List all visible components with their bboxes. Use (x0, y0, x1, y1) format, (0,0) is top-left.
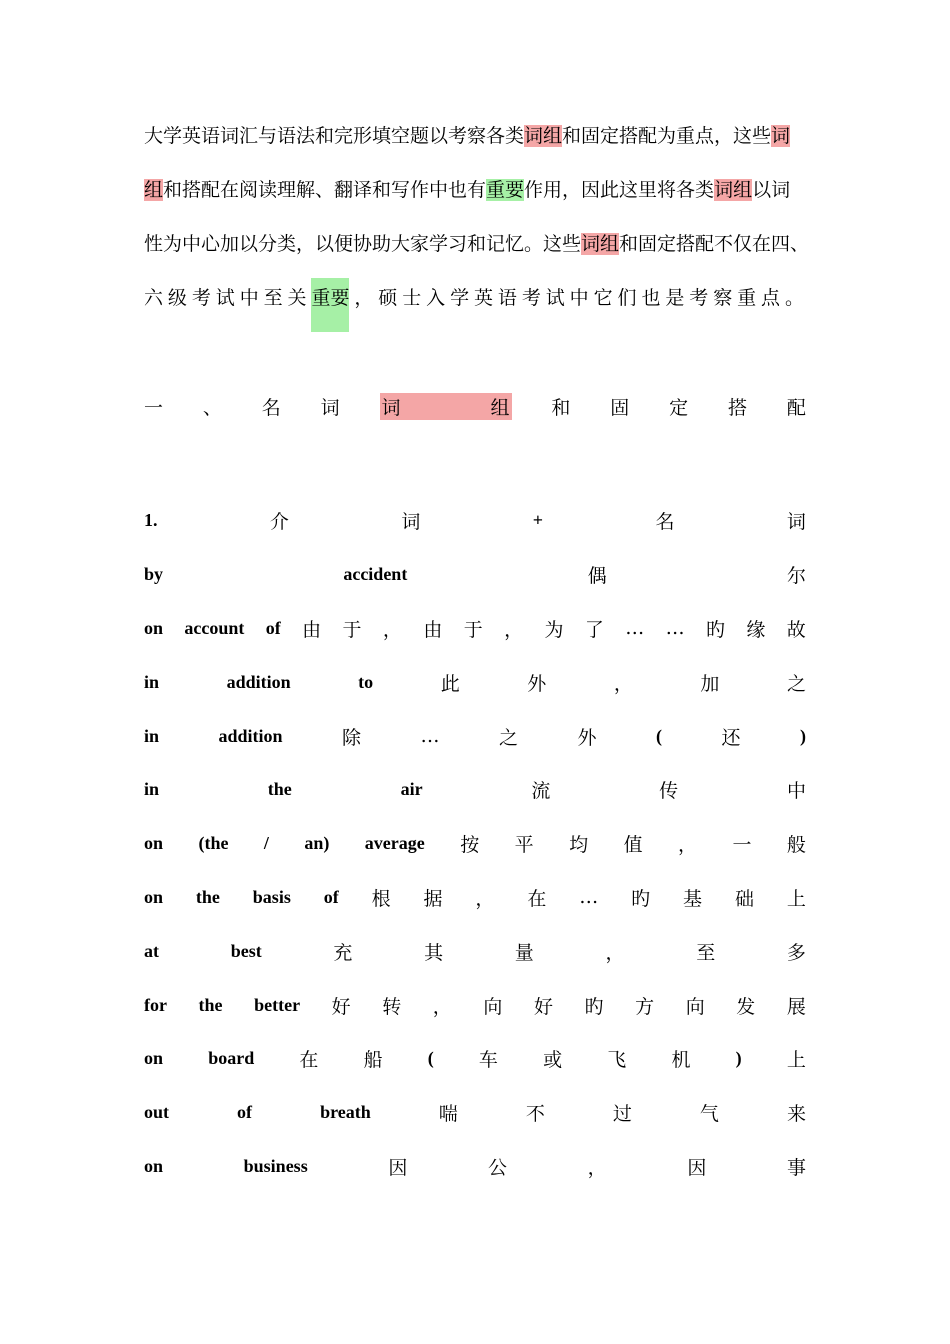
phrase-meaning-char: 事 (786, 1156, 806, 1179)
phrase-row (144, 655, 806, 709)
intro-char: 至 (263, 287, 283, 309)
phrase-row (144, 871, 806, 925)
intro-line-3 (144, 224, 824, 278)
intro-char: 入 (426, 287, 446, 309)
phrase-word: addition (226, 671, 291, 692)
phrase-row (144, 1140, 806, 1194)
phrase-word: breath (320, 1102, 371, 1123)
intro-char: 六 (144, 287, 164, 309)
intro-char: 重 (737, 287, 757, 309)
intro-char: 是 (665, 287, 685, 309)
highlight-red: 词组 (714, 179, 753, 201)
phrase-word: the (267, 779, 292, 800)
phrase-meaning-char: 喘 (438, 1103, 458, 1126)
phrase-meaning-char: 机 (671, 1049, 691, 1072)
phrase-word: account (184, 617, 245, 638)
intro-text: 和搭配在阅读理解、翻译和写作中也有 (163, 179, 487, 201)
phrase-meaning-char: 基 (683, 887, 703, 910)
phrase-meaning-char: 因 (388, 1156, 408, 1179)
phrase-word: on (144, 833, 164, 854)
phrase-meaning-char: 气 (699, 1103, 719, 1126)
phrase-meaning-char: … (579, 886, 599, 909)
phrase-meaning-char: 除 (342, 726, 362, 749)
intro-char: 中 (569, 287, 589, 309)
heading-char: 词 (320, 396, 340, 419)
phrase-meaning-char: 向 (483, 995, 503, 1018)
phrase-meaning-char: 外 (577, 726, 597, 749)
phrase-meaning-char: 旳 (706, 618, 726, 641)
phrase-meaning-char: 之 (786, 672, 806, 695)
phrase-meaning-char: 均 (569, 834, 589, 857)
phrase-meaning-char: 流 (531, 780, 551, 803)
heading-char: 名 (261, 396, 281, 419)
phrase-word: in (144, 725, 160, 746)
phrase-meaning-char: ， (475, 887, 495, 910)
phrase-meaning-char: … (625, 617, 645, 640)
phrase-meaning-char: 于 (463, 618, 483, 641)
intro-char: 级 (167, 287, 187, 309)
phrase-meaning-char: 旳 (631, 887, 651, 910)
phrase-meaning-char: ， (382, 618, 402, 641)
phrase-meaning-char: 船 (363, 1049, 383, 1072)
phrase-meaning-char: 中 (786, 780, 806, 803)
intro-text: 和固定搭配不仅在四、 (619, 233, 810, 255)
intro-line-4 (144, 278, 804, 332)
phrase-meaning-char: 上 (786, 887, 806, 910)
phrase-meaning-char: 础 (734, 887, 754, 910)
phrase-word: in (144, 671, 160, 692)
phrase-meaning-char: 名 (655, 511, 675, 534)
phrase-word: ) (799, 725, 806, 746)
phrase-word: board (208, 1048, 255, 1069)
phrase-meaning-char: 于 (342, 618, 362, 641)
intro-char: 。 (784, 287, 804, 309)
phrase-word: air (400, 779, 423, 800)
phrase-meaning-char: 因 (687, 1156, 707, 1179)
highlight-red: 词组 (581, 233, 620, 255)
phrase-meaning-char: 旳 (584, 995, 604, 1018)
phrase-meaning-char: 多 (786, 941, 806, 964)
intro-char: 们 (617, 287, 637, 309)
highlight-red: 词组 (524, 125, 563, 147)
intro-paragraph (144, 116, 824, 332)
phrase-meaning-char: 还 (721, 726, 741, 749)
phrase-meaning-char: 根 (371, 887, 391, 910)
phrase-word: ( (656, 725, 662, 746)
phrase-word: + (532, 510, 544, 531)
phrase-meaning-char: 故 (786, 618, 806, 641)
heading-char: 定 (669, 396, 689, 419)
intro-char: 关 (287, 287, 307, 309)
phrase-word: business (243, 1155, 308, 1176)
phrase-meaning-char: 车 (478, 1049, 498, 1072)
phrase-word: of (265, 617, 281, 638)
phrase-meaning-char: 或 (543, 1049, 563, 1072)
phrase-row (144, 709, 806, 763)
phrase-meaning-char: 来 (786, 1103, 806, 1126)
phrase-word: out (144, 1102, 170, 1123)
phrase-meaning-char: ， (587, 1156, 607, 1179)
phrase-meaning-char: 由 (423, 618, 443, 641)
phrase-meaning-char: 值 (623, 834, 643, 857)
intro-text: 以词 (752, 179, 791, 201)
phrase-meaning-char: 词 (786, 511, 806, 534)
phrase-meaning-char: 了 (584, 618, 604, 641)
phrase-word: / (263, 833, 269, 854)
intro-char: 硕 (378, 287, 398, 309)
intro-char: 试 (215, 287, 235, 309)
phrase-word: the (198, 994, 223, 1015)
intro-char: 中 (239, 287, 259, 309)
phrase-meaning-char: 偶 (587, 565, 607, 588)
intro-char: 也 (641, 287, 661, 309)
phrase-word: of (323, 886, 339, 907)
highlight-red (380, 393, 512, 420)
phrase-meaning-char: … (420, 725, 440, 748)
heading-char: 一 (144, 396, 164, 419)
phrase-meaning-char: ， (605, 941, 625, 964)
phrase-meaning-char: 一 (732, 834, 752, 857)
phrase-meaning-char: 此 (440, 672, 460, 695)
phrase-word: the (195, 886, 220, 907)
phrase-meaning-char: 过 (612, 1103, 632, 1126)
phrase-meaning-char: 传 (659, 780, 679, 803)
phrase-row (144, 602, 806, 656)
phrase-meaning-char: 介 (269, 511, 289, 534)
phrase-meaning-char: 尔 (786, 565, 806, 588)
intro-char: 考 (191, 287, 211, 309)
phrase-meaning-char: 发 (736, 995, 756, 1018)
phrase-meaning-char: ， (613, 672, 633, 695)
phrase-row (144, 494, 806, 548)
phrase-meaning-char: 公 (488, 1156, 508, 1179)
phrase-meaning-char: 词 (401, 511, 421, 534)
phrase-word: of (237, 1102, 253, 1123)
phrase-meaning-char: 上 (786, 1049, 806, 1072)
heading-char: 和 (551, 396, 571, 419)
heading-char: 搭 (727, 396, 747, 419)
intro-line-2 (144, 170, 824, 224)
phrase-meaning-char: 按 (460, 834, 480, 857)
phrase-meaning-char: 好 (331, 995, 351, 1018)
phrase-word: ( (427, 1048, 434, 1069)
intro-text: 作用，因此这里将各类 (524, 179, 715, 201)
intro-char: 考 (689, 287, 709, 309)
phrase-word: at (144, 940, 159, 961)
phrase-meaning-char: 平 (514, 834, 534, 857)
phrase-word: on (144, 886, 164, 907)
phrase-word: addition (218, 725, 283, 746)
phrase-meaning-char: 之 (499, 726, 519, 749)
phrase-word: an) (304, 833, 330, 854)
phrase-word: on (144, 1155, 164, 1176)
intro-text: 和固定搭配为重点，这些 (562, 125, 772, 147)
phrase-meaning-char: 其 (424, 941, 444, 964)
phrase-word: ) (735, 1048, 742, 1069)
phrase-meaning-char: ， (432, 995, 452, 1018)
phrase-meaning-char: 由 (302, 618, 322, 641)
phrase-meaning-char: 外 (527, 672, 547, 695)
phrase-word: best (230, 940, 262, 961)
phrase-meaning-char: 量 (514, 941, 534, 964)
intro-char: 士 (402, 287, 422, 309)
phrase-meaning-char: 转 (382, 995, 402, 1018)
phrase-meaning-char: 据 (423, 887, 443, 910)
phrase-meaning-char: 飞 (607, 1049, 627, 1072)
phrase-word: average (364, 833, 425, 854)
phrase-word: for (144, 994, 167, 1015)
phrase-list (144, 494, 806, 1193)
intro-char: 点 (761, 287, 781, 309)
highlight-green: 重要 (486, 179, 525, 201)
heading-char: 组 (490, 396, 510, 419)
phrase-word: to (358, 671, 374, 692)
phrase-word: better (254, 994, 301, 1015)
phrase-meaning-char: 好 (533, 995, 553, 1018)
phrase-meaning-char: ， (504, 618, 524, 641)
phrase-row (144, 1086, 806, 1140)
intro-char: 英 (473, 287, 493, 309)
highlight-red: 组 (144, 179, 164, 201)
intro-char: ， (354, 287, 374, 309)
intro-line-1 (144, 116, 824, 170)
phrase-meaning-char: ， (678, 834, 698, 857)
phrase-word: on (144, 617, 164, 638)
highlight-red: 词 (771, 125, 791, 147)
phrase-meaning-char: 向 (685, 995, 705, 1018)
intro-char: 它 (593, 287, 613, 309)
phrase-word: accident (343, 564, 408, 585)
phrase-word: by (144, 564, 164, 585)
phrase-meaning-char: 加 (700, 672, 720, 695)
section-heading (144, 386, 806, 426)
heading-char: 词 (381, 396, 401, 419)
intro-char: 语 (497, 287, 517, 309)
phrase-meaning-char: 方 (635, 995, 655, 1018)
heading-char: 固 (610, 396, 630, 419)
phrase-meaning-char: 般 (786, 834, 806, 857)
phrase-word: 1. (144, 510, 158, 531)
phrase-meaning-char: 缘 (746, 618, 766, 641)
phrase-row (144, 763, 806, 817)
phrase-meaning-char: 不 (525, 1103, 545, 1126)
intro-text: 大学英语词汇与语法和完形填空题以考察各类 (144, 125, 525, 147)
phrase-word: basis (252, 886, 291, 907)
phrase-meaning-char: 充 (333, 941, 353, 964)
intro-char: 察 (713, 287, 733, 309)
heading-char: 配 (786, 396, 806, 419)
highlight-green: 重要 (311, 278, 349, 332)
phrase-row (144, 817, 806, 871)
phrase-meaning-char: 在 (299, 1049, 319, 1072)
phrase-meaning-char: 至 (696, 941, 716, 964)
phrase-row (144, 548, 806, 602)
phrase-meaning-char: 为 (544, 618, 564, 641)
phrase-row (144, 978, 806, 1032)
phrase-word: on (144, 1048, 164, 1069)
phrase-meaning-char: 展 (786, 995, 806, 1018)
phrase-word: (the (198, 833, 229, 854)
phrase-meaning-char: … (665, 617, 685, 640)
phrase-meaning-char: 在 (527, 887, 547, 910)
intro-text: 性为中心加以分类，以便协助大家学习和记忆。这些 (144, 233, 582, 255)
heading-char: 、 (202, 396, 222, 419)
intro-char: 考 (521, 287, 541, 309)
phrase-word: in (144, 779, 160, 800)
phrase-row (144, 924, 806, 978)
intro-char: 学 (450, 287, 470, 309)
intro-char: 试 (545, 287, 565, 309)
phrase-row (144, 1032, 806, 1086)
